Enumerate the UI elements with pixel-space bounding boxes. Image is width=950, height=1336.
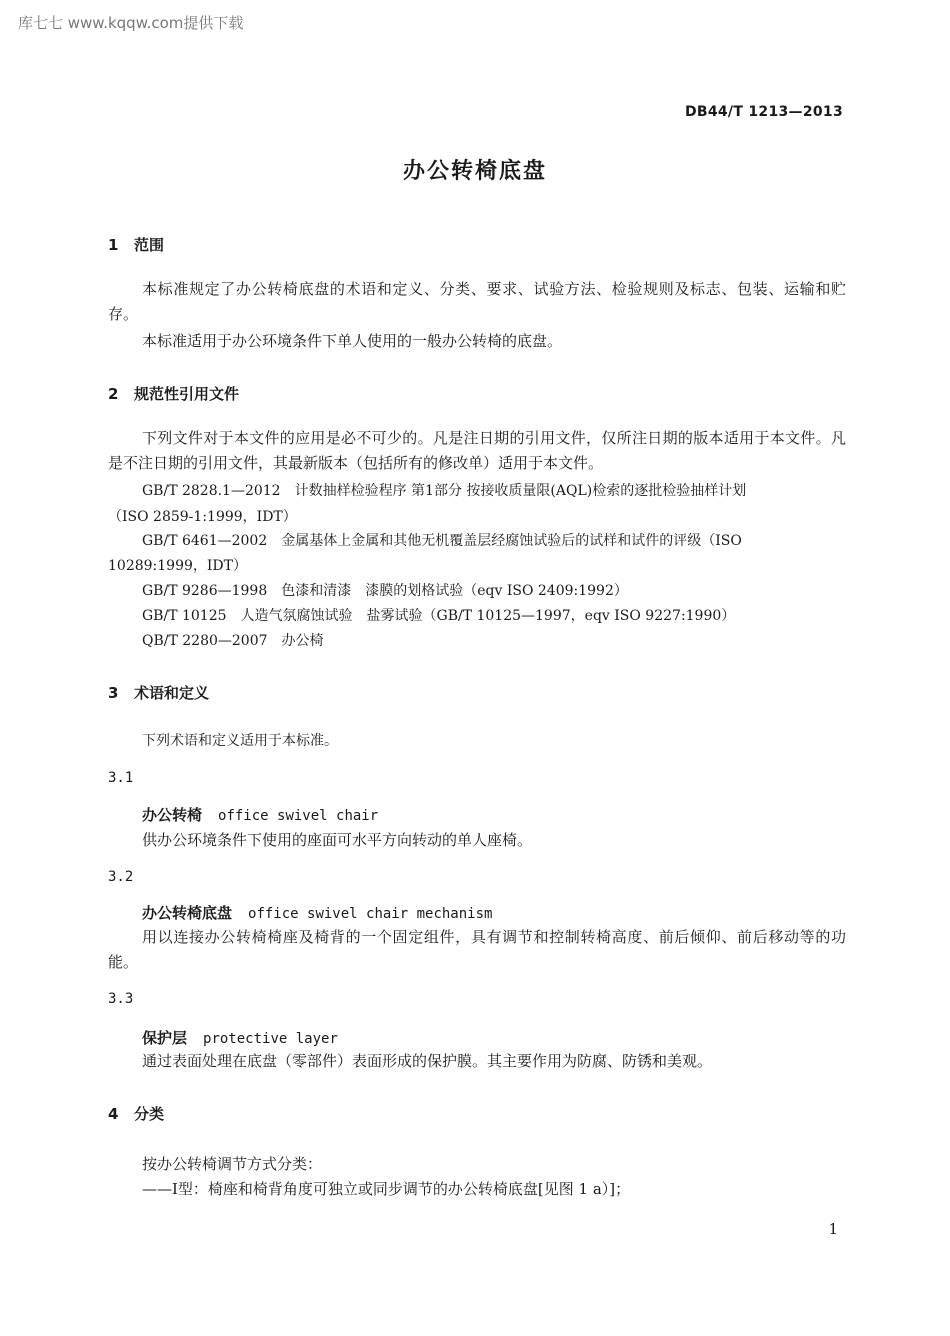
section-number: 1 xyxy=(108,236,119,254)
term-entry xyxy=(142,1027,338,1048)
term-number: 3.1 xyxy=(108,770,134,786)
term-definition: 通过表面处理在底盘（零部件）表面形成的保护膜。其主要作用为防腐、防锈和美观。 xyxy=(142,1052,713,1070)
reference-item: GB/T 10125 人造气氛腐蚀试验 盐雾试验（GB/T 10125—1997，eqv ISO 9227:1990） xyxy=(142,608,736,624)
term-en: office swivel chair xyxy=(218,808,379,824)
term-entry xyxy=(142,804,378,825)
watermark: 库七七 www.kqqw.com提供下载 xyxy=(18,14,244,32)
reference-item: GB/T 6461—2002 金属基体上金属和其他无机覆盖层经腐蚀试验后的试样和试件的评级（ISO xyxy=(142,533,742,549)
term-number: 3.3 xyxy=(108,991,134,1007)
term-zh: 办公转椅底盘 xyxy=(142,904,233,922)
section-2-paragraph-1: 下列文件对于本文件的应用是必不可少的。凡是注日期的引用文件，仅所注日期的版本适用于本文件。凡是不注日期的引用文件，其最新版本（包括所有的修改单）适用于本文件。 xyxy=(108,429,846,472)
reference-item: GB/T 2828.1—2012 计数抽样检验程序 第1部分 按接收质量限(AQL)检索的逐批检验抽样计划 xyxy=(142,483,747,499)
term-zh: 办公转椅 xyxy=(142,806,203,824)
section-4-paragraph-1: 按办公转椅调节方式分类： xyxy=(142,1155,323,1173)
page-number: 1 xyxy=(828,1220,838,1238)
reference-item: 10289:1999，IDT） xyxy=(108,558,247,574)
classification-item: ——Ⅰ型：椅座和椅背角度可独立或同步调节的办公转椅底盘[见图 1 a）]； xyxy=(142,1180,631,1198)
section-3-paragraph-1: 下列术语和定义适用于本标准。 xyxy=(142,733,338,749)
term-definition: 用以连接办公转椅椅座及椅背的一个固定组件，具有调节和控制转椅高度、前后倾仰、前后移动等的功能。 xyxy=(108,928,846,971)
section-2-heading xyxy=(108,383,239,404)
section-title: 规范性引用文件 xyxy=(134,385,240,403)
section-number: 3 xyxy=(108,684,119,702)
section-title: 分类 xyxy=(134,1105,165,1123)
reference-item: （ISO 2859-1:1999，IDT） xyxy=(108,509,297,525)
section-title: 范围 xyxy=(134,236,165,254)
section-number: 4 xyxy=(108,1105,119,1123)
term-en: protective layer xyxy=(203,1031,338,1047)
reference-item: QB/T 2280—2007 办公椅 xyxy=(142,633,324,649)
section-title: 术语和定义 xyxy=(134,684,210,702)
section-1-paragraph-1: 本标准规定了办公转椅底盘的术语和定义、分类、要求、试验方法、检验规则及标志、包装、运输和贮存。 xyxy=(108,280,846,323)
section-3-heading xyxy=(108,682,209,703)
document-code: DB44/T 1213—2013 xyxy=(684,104,843,120)
term-entry xyxy=(142,902,492,923)
section-1-paragraph-2: 本标准适用于办公环境条件下单人使用的一般办公转椅的底盘。 xyxy=(142,332,563,350)
term-zh: 保护层 xyxy=(142,1029,188,1047)
term-en: office swivel chair mechanism xyxy=(248,906,493,922)
section-1-heading xyxy=(108,234,164,255)
term-definition: 供办公环境条件下使用的座面可水平方向转动的单人座椅。 xyxy=(142,831,533,849)
reference-item: GB/T 9286—1998 色漆和清漆 漆膜的划格试验（eqv ISO 2409:1992） xyxy=(142,583,628,599)
section-4-heading xyxy=(108,1103,164,1124)
term-number: 3.2 xyxy=(108,869,134,885)
page-title: 办公转椅底盘 xyxy=(402,159,547,184)
section-number: 2 xyxy=(108,385,119,403)
